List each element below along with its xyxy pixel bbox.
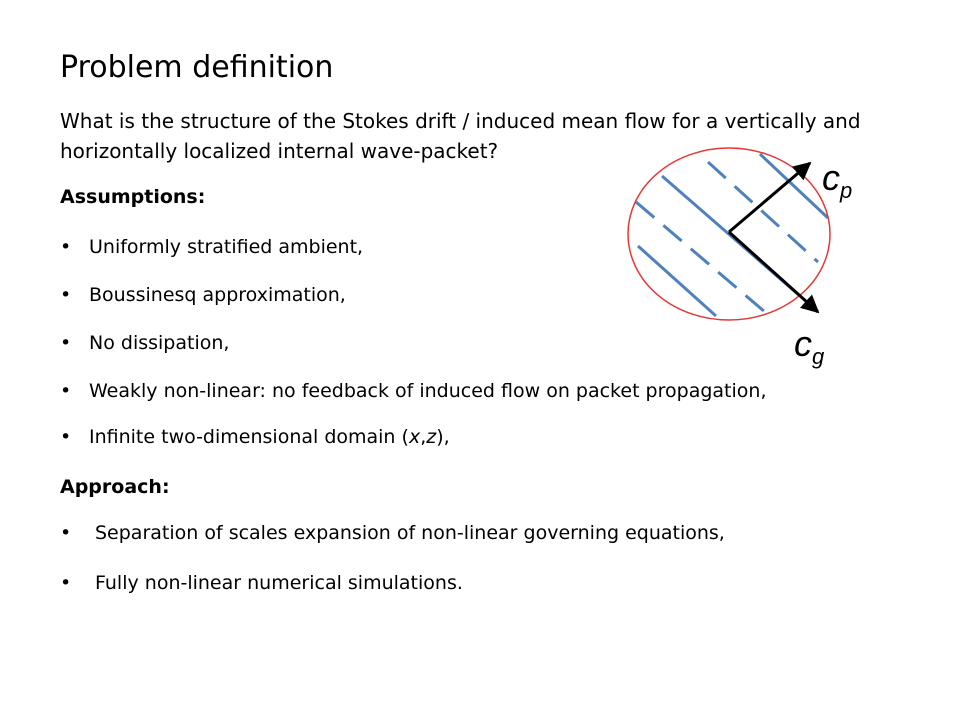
cp-arrow: [729, 163, 810, 232]
wave-crest-dashed: [708, 162, 818, 262]
cp-label: $c_p$: [822, 157, 853, 203]
intro-question: What is the structure of the Stokes drift / induced mean flow for a vertically and horizontally localized internal wave-packet?: [60, 109, 861, 163]
approach-heading: Approach:: [60, 476, 170, 498]
variable-x: x: [408, 426, 421, 448]
bullet-icon: •: [60, 332, 72, 354]
variable-z: z: [426, 426, 437, 448]
bullet-icon: •: [60, 522, 72, 544]
page-title: Problem definition: [60, 50, 334, 85]
assumptions-heading: Assumptions:: [60, 186, 206, 208]
assumption-text: Boussinesq approximation,: [89, 284, 346, 306]
wave-crest-solid: [638, 246, 716, 316]
assumption-text: Weakly non-linear: no feedback of induced flow on packet propagation,: [89, 380, 767, 402]
bullet-icon: •: [60, 426, 72, 448]
assumption-item: [60, 332, 229, 354]
wave-packet-diagram: [620, 140, 880, 370]
assumption-item: [60, 426, 450, 448]
assumption-item: [60, 284, 346, 306]
bullet-icon: •: [60, 284, 72, 306]
bullet-icon: •: [60, 380, 72, 402]
approach-text: Fully non-linear numerical simulations.: [95, 572, 463, 594]
cg-arrow: [729, 232, 818, 312]
wave-crest-dashed: [636, 202, 772, 318]
assumption-item: [60, 380, 766, 402]
variable-separator: ,: [420, 426, 427, 448]
approach-item: [60, 522, 725, 544]
bullet-icon: •: [60, 572, 72, 594]
assumption-text-post: ),: [436, 426, 450, 448]
cg-label: $c_g$: [794, 323, 825, 369]
wave-crest-solid: [760, 154, 828, 218]
assumption-item: [60, 236, 363, 258]
approach-text: Separation of scales expansion of non-linear governing equations,: [95, 522, 725, 544]
assumption-text: Uniformly stratified ambient,: [89, 236, 364, 258]
assumption-text: No dissipation,: [89, 332, 230, 354]
assumption-text-pre: Infinite two-dimensional domain (: [89, 426, 409, 448]
bullet-icon: •: [60, 236, 72, 258]
approach-item: [60, 572, 463, 594]
